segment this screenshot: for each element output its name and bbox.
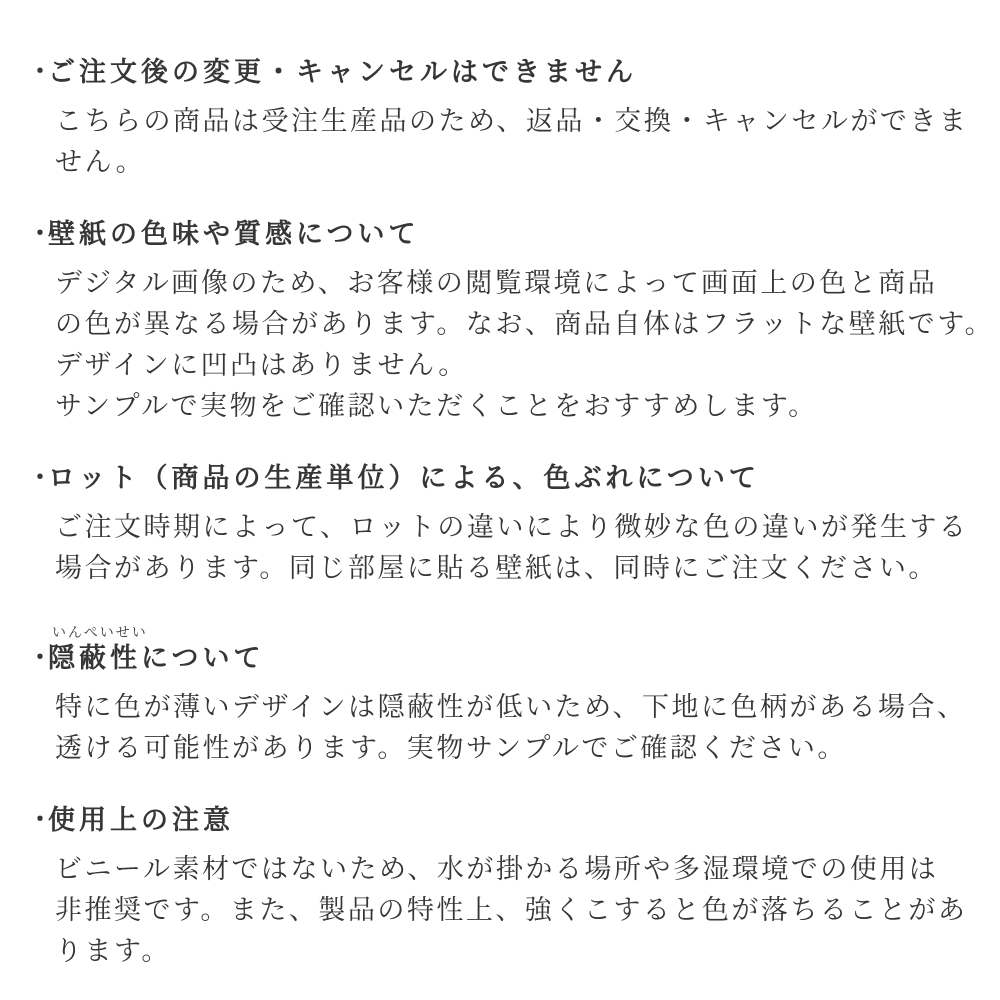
section-heading-row <box>28 641 1000 675</box>
body-text-line: デザインに凹凸はありません。 <box>55 350 468 380</box>
notice-section-opacity <box>28 623 1000 769</box>
section-heading: ロット（商品の生産単位）による、色ぶれについて <box>48 463 760 493</box>
body-text-line: ります。 <box>55 936 171 966</box>
notice-section-color-texture <box>28 217 1000 427</box>
body-text-line: サンプルで実物をご確認いただくことをおすすめします。 <box>55 391 818 421</box>
section-heading-row <box>28 55 1000 89</box>
notice-section-usage-caution <box>28 803 1000 972</box>
body-text-line: の色が異なる場合があります。なお、商品自体はフラットな壁紙です。 <box>55 309 995 339</box>
notice-section-cancellation <box>28 55 1000 183</box>
body-text-line: ご注文時期によって、ロットの違いにより微妙な色の違いが発生する <box>55 512 969 542</box>
body-text-line: 場合があります。同じ部屋に貼る壁紙は、同時にご注文ください。 <box>55 553 938 583</box>
furigana-label: いんぺいせい <box>52 624 148 640</box>
body-text-line: 特に色が薄いデザインは隠蔽性が低いため、下地に色柄がある場合、 <box>55 692 967 722</box>
section-heading: ご注文後の変更・キャンセルはできません <box>48 57 637 87</box>
section-body <box>55 849 1000 972</box>
section-heading: 隠蔽性について <box>48 643 265 673</box>
section-heading-row <box>28 461 1000 495</box>
notice-section-lot-variation <box>28 461 1000 589</box>
bullet-icon: ・ <box>28 644 52 671</box>
section-heading: 使用上の注意 <box>48 805 234 835</box>
section-body <box>55 687 1000 769</box>
section-body <box>55 263 1000 427</box>
section-heading-row <box>28 217 1000 251</box>
body-text-line: 非推奨です。また、製品の特性上、強くこすると色が落ちることがあ <box>55 895 968 925</box>
body-text-line: ビニール素材ではないため、水が掛かる場所や多湿環境での使用は <box>55 854 939 884</box>
section-heading: 壁紙の色味や質感について <box>48 219 420 249</box>
bullet-icon: ・ <box>28 220 52 247</box>
bullet-icon: ・ <box>28 464 52 491</box>
bullet-icon: ・ <box>28 58 52 85</box>
body-text-line: こちらの商品は受注生産品のため、返品・交換・キャンセルができま <box>55 106 969 136</box>
body-text-line: デジタル画像のため、お客様の閲覧環境によって画面上の色と商品 <box>55 268 938 298</box>
section-body <box>55 101 1000 183</box>
section-body <box>55 507 1000 589</box>
bullet-icon: ・ <box>28 806 52 833</box>
body-text-line: 透ける可能性があります。実物サンプルでご確認ください。 <box>55 733 847 763</box>
section-heading-row <box>28 803 1000 837</box>
body-text-line: せん。 <box>55 147 146 177</box>
